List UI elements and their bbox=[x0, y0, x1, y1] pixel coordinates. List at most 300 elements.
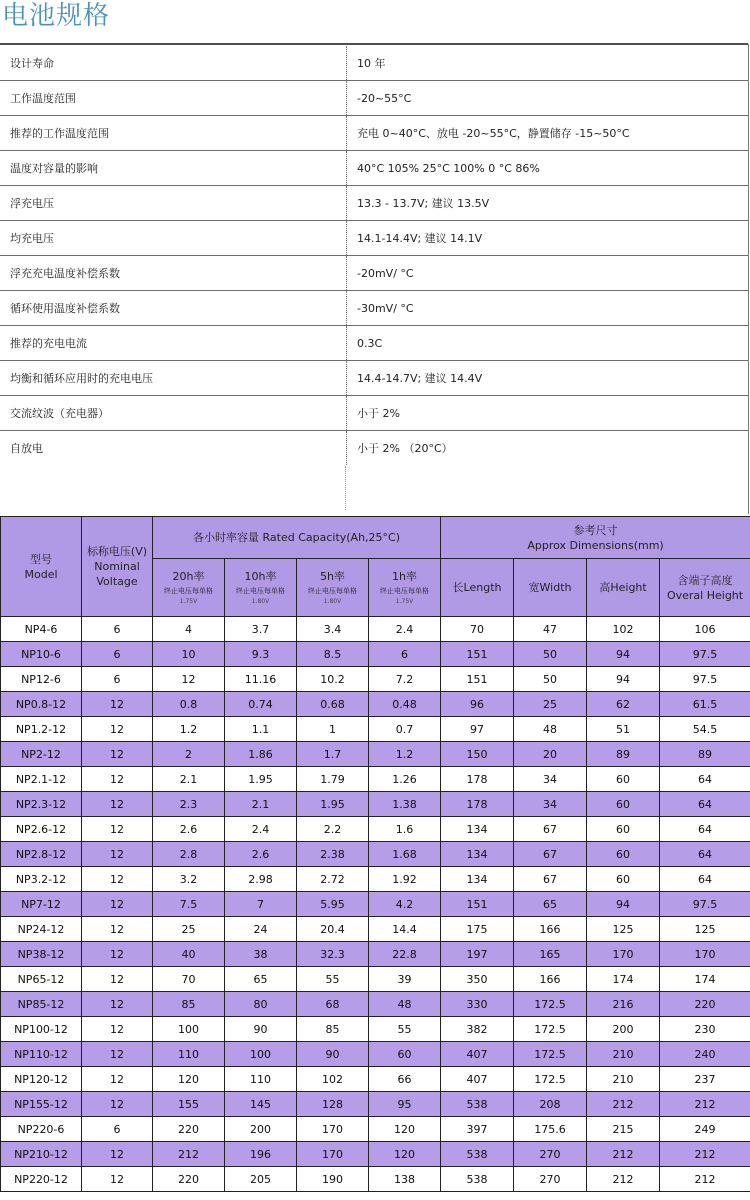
cell-model: NP220-6 bbox=[1, 1117, 82, 1142]
cell-cap-10h: 205 bbox=[225, 1167, 297, 1192]
cell-cap-20h: 85 bbox=[153, 992, 225, 1017]
cell-model: NP2-12 bbox=[1, 742, 82, 767]
cell-cap-20h: 7.5 bbox=[153, 892, 225, 917]
cell-height: 60 bbox=[587, 867, 660, 892]
cell-length: 407 bbox=[441, 1042, 514, 1067]
header-rate-5h: 5h率 终止电压每单格 1.80V bbox=[297, 559, 369, 617]
cell-cap-1h: 120 bbox=[369, 1117, 441, 1142]
header-overall-height: 含端子高度 Overal Height bbox=[660, 559, 750, 617]
cell-height: 102 bbox=[587, 617, 660, 642]
cell-model: NP2.8-12 bbox=[1, 842, 82, 867]
cell-cap-1h: 48 bbox=[369, 992, 441, 1017]
cell-width: 34 bbox=[514, 792, 587, 817]
spec-label: 循环使用温度补偿系数 bbox=[0, 291, 347, 326]
spec-row bbox=[0, 431, 748, 466]
spec-value: 0.3C bbox=[347, 326, 749, 361]
cell-cap-1h: 22.8 bbox=[369, 942, 441, 967]
cell-height: 60 bbox=[587, 842, 660, 867]
cell-model: NP4-6 bbox=[1, 617, 82, 642]
cell-voltage: 12 bbox=[82, 817, 153, 842]
cell-width: 50 bbox=[514, 667, 587, 692]
cell-width: 67 bbox=[514, 867, 587, 892]
cell-length: 97 bbox=[441, 717, 514, 742]
cell-overall-height: 64 bbox=[660, 842, 750, 867]
spec-column-divider bbox=[345, 466, 347, 510]
cell-voltage: 12 bbox=[82, 1067, 153, 1092]
cell-length: 151 bbox=[441, 892, 514, 917]
cell-cap-10h: 2.1 bbox=[225, 792, 297, 817]
table-row bbox=[1, 767, 750, 792]
cell-cap-5h: 3.4 bbox=[297, 617, 369, 642]
cell-model: NP120-12 bbox=[1, 1067, 82, 1092]
table-row bbox=[1, 1017, 750, 1042]
spec-row bbox=[0, 396, 748, 431]
cell-height: 51 bbox=[587, 717, 660, 742]
cell-model: NP1.2-12 bbox=[1, 717, 82, 742]
cell-length: 382 bbox=[441, 1017, 514, 1042]
cell-cap-1h: 14.4 bbox=[369, 917, 441, 942]
header-model: 型号 Model bbox=[1, 517, 82, 617]
cell-cap-20h: 12 bbox=[153, 667, 225, 692]
spec-value: 14.4-14.7V; 建议 14.4V bbox=[347, 361, 749, 396]
cell-length: 151 bbox=[441, 642, 514, 667]
spec-row bbox=[0, 151, 748, 186]
cell-cap-5h: 8.5 bbox=[297, 642, 369, 667]
cell-width: 208 bbox=[514, 1092, 587, 1117]
cell-cap-10h: 7 bbox=[225, 892, 297, 917]
cell-width: 34 bbox=[514, 767, 587, 792]
cell-cap-10h: 2.4 bbox=[225, 817, 297, 842]
cell-cap-1h: 120 bbox=[369, 1142, 441, 1167]
cell-overall-height: 106 bbox=[660, 617, 750, 642]
cell-overall-height: 97.5 bbox=[660, 892, 750, 917]
spec-row bbox=[0, 291, 748, 326]
cell-cap-1h: 2.4 bbox=[369, 617, 441, 642]
cell-model: NP2.3-12 bbox=[1, 792, 82, 817]
cell-cap-20h: 10 bbox=[153, 642, 225, 667]
cell-cap-10h: 100 bbox=[225, 1042, 297, 1067]
spec-label: 浮充电压 bbox=[0, 186, 347, 221]
table-row bbox=[1, 842, 750, 867]
spec-right-border bbox=[748, 44, 749, 514]
cell-voltage: 12 bbox=[82, 1167, 153, 1192]
table-row bbox=[1, 692, 750, 717]
cell-cap-5h: 20.4 bbox=[297, 917, 369, 942]
cell-voltage: 12 bbox=[82, 917, 153, 942]
cell-voltage: 12 bbox=[82, 767, 153, 792]
cell-cap-20h: 1.2 bbox=[153, 717, 225, 742]
cell-cap-20h: 120 bbox=[153, 1067, 225, 1092]
cell-overall-height: 174 bbox=[660, 967, 750, 992]
cell-model: NP12-6 bbox=[1, 667, 82, 692]
cell-voltage: 12 bbox=[82, 842, 153, 867]
spec-label: 工作温度范围 bbox=[0, 81, 347, 116]
cell-cap-20h: 2.3 bbox=[153, 792, 225, 817]
cell-height: 60 bbox=[587, 792, 660, 817]
header-rated-capacity: 各小时率容量 Rated Capacity(Ah,25°C) bbox=[153, 517, 441, 559]
cell-height: 60 bbox=[587, 817, 660, 842]
cell-height: 89 bbox=[587, 742, 660, 767]
cell-cap-20h: 220 bbox=[153, 1167, 225, 1192]
spec-row bbox=[0, 221, 748, 256]
spec-row bbox=[0, 116, 748, 151]
cell-overall-height: 64 bbox=[660, 817, 750, 842]
table-row bbox=[1, 717, 750, 742]
table-row bbox=[1, 617, 750, 642]
spec-row bbox=[0, 326, 748, 361]
cell-cap-5h: 10.2 bbox=[297, 667, 369, 692]
table-row bbox=[1, 1117, 750, 1142]
table-row bbox=[1, 792, 750, 817]
spec-value: -30mV/ °C bbox=[347, 291, 749, 326]
cell-width: 172.5 bbox=[514, 1017, 587, 1042]
cell-height: 94 bbox=[587, 667, 660, 692]
spec-row bbox=[0, 186, 748, 221]
cell-cap-10h: 90 bbox=[225, 1017, 297, 1042]
spec-label: 自放电 bbox=[0, 431, 347, 466]
cell-overall-height: 64 bbox=[660, 867, 750, 892]
cell-width: 67 bbox=[514, 817, 587, 842]
cell-model: NP0.8-12 bbox=[1, 692, 82, 717]
cell-voltage: 6 bbox=[82, 617, 153, 642]
cell-cap-20h: 212 bbox=[153, 1142, 225, 1167]
spec-row bbox=[0, 81, 748, 116]
cell-length: 151 bbox=[441, 667, 514, 692]
cell-cap-1h: 60 bbox=[369, 1042, 441, 1067]
header-rate-10h: 10h率 终止电压每单格 1.80V bbox=[225, 559, 297, 617]
cell-length: 134 bbox=[441, 817, 514, 842]
spec-value: 13.3 - 13.7V; 建议 13.5V bbox=[347, 186, 749, 221]
spec-label: 浮充充电温度补偿系数 bbox=[0, 256, 347, 291]
cell-height: 174 bbox=[587, 967, 660, 992]
cell-width: 20 bbox=[514, 742, 587, 767]
cell-cap-5h: 32.3 bbox=[297, 942, 369, 967]
cell-overall-height: 249 bbox=[660, 1117, 750, 1142]
cell-cap-5h: 102 bbox=[297, 1067, 369, 1092]
cell-model: NP220-12 bbox=[1, 1167, 82, 1192]
cell-cap-10h: 3.7 bbox=[225, 617, 297, 642]
title-divider bbox=[0, 43, 748, 45]
cell-height: 94 bbox=[587, 892, 660, 917]
cell-model: NP24-12 bbox=[1, 917, 82, 942]
cell-height: 212 bbox=[587, 1092, 660, 1117]
cell-model: NP85-12 bbox=[1, 992, 82, 1017]
cell-model: NP210-12 bbox=[1, 1142, 82, 1167]
cell-width: 47 bbox=[514, 617, 587, 642]
cell-cap-5h: 1.79 bbox=[297, 767, 369, 792]
table-row bbox=[1, 892, 750, 917]
table-row bbox=[1, 1092, 750, 1117]
cell-cap-5h: 68 bbox=[297, 992, 369, 1017]
cell-width: 166 bbox=[514, 967, 587, 992]
cell-cap-10h: 1.95 bbox=[225, 767, 297, 792]
cell-overall-height: 64 bbox=[660, 767, 750, 792]
table-row bbox=[1, 942, 750, 967]
cell-cap-10h: 2.6 bbox=[225, 842, 297, 867]
cell-width: 175.6 bbox=[514, 1117, 587, 1142]
cell-height: 212 bbox=[587, 1167, 660, 1192]
cell-length: 538 bbox=[441, 1142, 514, 1167]
spec-value: 小于 2% （20°C） bbox=[357, 442, 453, 455]
cell-cap-20h: 3.2 bbox=[153, 867, 225, 892]
cell-cap-1h: 1.92 bbox=[369, 867, 441, 892]
spec-label: 交流纹波（充电器） bbox=[0, 396, 347, 431]
cell-overall-height: 97.5 bbox=[660, 667, 750, 692]
model-table bbox=[0, 516, 750, 1192]
cell-voltage: 12 bbox=[82, 967, 153, 992]
cell-cap-1h: 1.6 bbox=[369, 817, 441, 842]
spec-value: 充电 0~40°C、放电 -20~55°C，静置储存 -15~50°C bbox=[347, 116, 749, 151]
cell-overall-height: 230 bbox=[660, 1017, 750, 1042]
cell-height: 62 bbox=[587, 692, 660, 717]
cell-overall-height: 170 bbox=[660, 942, 750, 967]
cell-width: 65 bbox=[514, 892, 587, 917]
spec-label: 均衡和循环应用时的充电电压 bbox=[0, 361, 347, 396]
cell-length: 407 bbox=[441, 1067, 514, 1092]
cell-cap-5h: 85 bbox=[297, 1017, 369, 1042]
cell-cap-1h: 1.68 bbox=[369, 842, 441, 867]
cell-model: NP10-6 bbox=[1, 642, 82, 667]
cell-cap-1h: 1.26 bbox=[369, 767, 441, 792]
cell-height: 216 bbox=[587, 992, 660, 1017]
cell-overall-height: 54.5 bbox=[660, 717, 750, 742]
cell-cap-5h: 1.7 bbox=[297, 742, 369, 767]
cell-cap-1h: 1.38 bbox=[369, 792, 441, 817]
cell-height: 60 bbox=[587, 767, 660, 792]
cell-height: 215 bbox=[587, 1117, 660, 1142]
header-length: 长Length bbox=[441, 559, 514, 617]
cell-cap-20h: 2.1 bbox=[153, 767, 225, 792]
cell-length: 150 bbox=[441, 742, 514, 767]
spec-value: 40°C 105% 25°C 100% 0 °C 86% bbox=[347, 151, 749, 186]
header-dimensions: 参考尺寸 Approx Dimensions(mm) bbox=[441, 517, 750, 559]
cell-cap-1h: 6 bbox=[369, 642, 441, 667]
cell-width: 25 bbox=[514, 692, 587, 717]
cell-voltage: 12 bbox=[82, 1092, 153, 1117]
cell-cap-1h: 1.2 bbox=[369, 742, 441, 767]
cell-length: 330 bbox=[441, 992, 514, 1017]
cell-voltage: 12 bbox=[82, 892, 153, 917]
cell-width: 270 bbox=[514, 1142, 587, 1167]
cell-cap-1h: 55 bbox=[369, 1017, 441, 1042]
cell-cap-1h: 66 bbox=[369, 1067, 441, 1092]
cell-cap-5h: 128 bbox=[297, 1092, 369, 1117]
cell-length: 134 bbox=[441, 842, 514, 867]
cell-cap-20h: 2.8 bbox=[153, 842, 225, 867]
cell-length: 70 bbox=[441, 617, 514, 642]
table-row bbox=[1, 1142, 750, 1167]
cell-model: NP2.1-12 bbox=[1, 767, 82, 792]
cell-cap-10h: 196 bbox=[225, 1142, 297, 1167]
cell-voltage: 12 bbox=[82, 1017, 153, 1042]
spec-table bbox=[0, 46, 748, 465]
cell-width: 48 bbox=[514, 717, 587, 742]
table-row bbox=[1, 917, 750, 942]
cell-voltage: 12 bbox=[82, 867, 153, 892]
cell-cap-20h: 2 bbox=[153, 742, 225, 767]
cell-height: 210 bbox=[587, 1067, 660, 1092]
cell-cap-10h: 24 bbox=[225, 917, 297, 942]
table-row bbox=[1, 1167, 750, 1192]
spec-row bbox=[0, 256, 748, 291]
cell-model: NP65-12 bbox=[1, 967, 82, 992]
cell-cap-5h: 90 bbox=[297, 1042, 369, 1067]
table-row bbox=[1, 1042, 750, 1067]
cell-model: NP7-12 bbox=[1, 892, 82, 917]
cell-cap-5h: 170 bbox=[297, 1117, 369, 1142]
cell-voltage: 12 bbox=[82, 1142, 153, 1167]
cell-cap-10h: 65 bbox=[225, 967, 297, 992]
spec-value: 10 年 bbox=[347, 46, 749, 81]
cell-voltage: 12 bbox=[82, 1042, 153, 1067]
cell-height: 210 bbox=[587, 1042, 660, 1067]
cell-cap-10h: 9.3 bbox=[225, 642, 297, 667]
cell-height: 94 bbox=[587, 642, 660, 667]
cell-cap-10h: 38 bbox=[225, 942, 297, 967]
cell-overall-height: 220 bbox=[660, 992, 750, 1017]
table-row bbox=[1, 642, 750, 667]
spec-value: 小于 2% bbox=[347, 396, 749, 431]
cell-voltage: 12 bbox=[82, 692, 153, 717]
spec-row bbox=[0, 46, 748, 81]
cell-overall-height: 125 bbox=[660, 917, 750, 942]
cell-voltage: 12 bbox=[82, 942, 153, 967]
table-row bbox=[1, 1067, 750, 1092]
header-height: 高Height bbox=[587, 559, 660, 617]
cell-height: 125 bbox=[587, 917, 660, 942]
cell-length: 350 bbox=[441, 967, 514, 992]
cell-model: NP110-12 bbox=[1, 1042, 82, 1067]
spec-value: -20mV/ °C bbox=[347, 256, 749, 291]
cell-cap-10h: 2.98 bbox=[225, 867, 297, 892]
cell-overall-height: 212 bbox=[660, 1142, 750, 1167]
cell-voltage: 12 bbox=[82, 992, 153, 1017]
cell-cap-1h: 39 bbox=[369, 967, 441, 992]
cell-overall-height: 89 bbox=[660, 742, 750, 767]
cell-width: 165 bbox=[514, 942, 587, 967]
cell-cap-5h: 2.72 bbox=[297, 867, 369, 892]
table-row bbox=[1, 992, 750, 1017]
cell-length: 397 bbox=[441, 1117, 514, 1142]
cell-length: 178 bbox=[441, 792, 514, 817]
cell-length: 134 bbox=[441, 867, 514, 892]
cell-voltage: 6 bbox=[82, 667, 153, 692]
cell-cap-5h: 2.38 bbox=[297, 842, 369, 867]
cell-model: NP155-12 bbox=[1, 1092, 82, 1117]
cell-cap-5h: 1.95 bbox=[297, 792, 369, 817]
cell-overall-height: 64 bbox=[660, 792, 750, 817]
cell-cap-1h: 95 bbox=[369, 1092, 441, 1117]
header-width: 宽Width bbox=[514, 559, 587, 617]
cell-width: 166 bbox=[514, 917, 587, 942]
cell-cap-5h: 5.95 bbox=[297, 892, 369, 917]
cell-cap-20h: 40 bbox=[153, 942, 225, 967]
cell-height: 170 bbox=[587, 942, 660, 967]
cell-cap-10h: 110 bbox=[225, 1067, 297, 1092]
cell-cap-20h: 100 bbox=[153, 1017, 225, 1042]
cell-length: 197 bbox=[441, 942, 514, 967]
cell-cap-1h: 4.2 bbox=[369, 892, 441, 917]
header-voltage: 标称电压(V) Nominal Voltage bbox=[82, 517, 153, 617]
header-rate-1h: 1h率 终止电压每单格 1.75V bbox=[369, 559, 441, 617]
cell-cap-1h: 138 bbox=[369, 1167, 441, 1192]
table-row bbox=[1, 817, 750, 842]
cell-length: 175 bbox=[441, 917, 514, 942]
cell-cap-5h: 2.2 bbox=[297, 817, 369, 842]
cell-cap-10h: 145 bbox=[225, 1092, 297, 1117]
table-row bbox=[1, 742, 750, 767]
page-title: 电池规格 bbox=[2, 1, 111, 31]
spec-row bbox=[0, 361, 748, 396]
cell-cap-1h: 0.48 bbox=[369, 692, 441, 717]
cell-cap-10h: 1.86 bbox=[225, 742, 297, 767]
cell-cap-5h: 55 bbox=[297, 967, 369, 992]
cell-overall-height: 97.5 bbox=[660, 642, 750, 667]
cell-cap-5h: 170 bbox=[297, 1142, 369, 1167]
cell-length: 96 bbox=[441, 692, 514, 717]
cell-overall-height: 240 bbox=[660, 1042, 750, 1067]
cell-length: 538 bbox=[441, 1092, 514, 1117]
cell-cap-20h: 110 bbox=[153, 1042, 225, 1067]
spec-label: 均充电压 bbox=[0, 221, 347, 256]
cell-width: 270 bbox=[514, 1167, 587, 1192]
cell-cap-20h: 25 bbox=[153, 917, 225, 942]
header-rate-20h: 20h率 终止电压每单格 1.75V bbox=[153, 559, 225, 617]
cell-cap-1h: 0.7 bbox=[369, 717, 441, 742]
cell-cap-20h: 70 bbox=[153, 967, 225, 992]
cell-voltage: 12 bbox=[82, 717, 153, 742]
cell-cap-10h: 1.1 bbox=[225, 717, 297, 742]
cell-overall-height: 61.5 bbox=[660, 692, 750, 717]
cell-overall-height: 237 bbox=[660, 1067, 750, 1092]
cell-model: NP100-12 bbox=[1, 1017, 82, 1042]
cell-width: 67 bbox=[514, 842, 587, 867]
cell-cap-10h: 200 bbox=[225, 1117, 297, 1142]
spec-label: 推荐的工作温度范围 bbox=[0, 116, 347, 151]
cell-cap-20h: 220 bbox=[153, 1117, 225, 1142]
cell-cap-10h: 11.16 bbox=[225, 667, 297, 692]
spec-label: 温度对容量的影响 bbox=[0, 151, 347, 186]
table-row bbox=[1, 967, 750, 992]
cell-cap-5h: 1 bbox=[297, 717, 369, 742]
cell-width: 172.5 bbox=[514, 1067, 587, 1092]
cell-cap-10h: 0.74 bbox=[225, 692, 297, 717]
cell-cap-5h: 190 bbox=[297, 1167, 369, 1192]
cell-cap-20h: 0.8 bbox=[153, 692, 225, 717]
spec-value: -20~55°C bbox=[347, 81, 749, 116]
cell-model: NP2.6-12 bbox=[1, 817, 82, 842]
table-row bbox=[1, 667, 750, 692]
cell-length: 178 bbox=[441, 767, 514, 792]
cell-cap-5h: 0.68 bbox=[297, 692, 369, 717]
cell-height: 200 bbox=[587, 1017, 660, 1042]
cell-cap-20h: 155 bbox=[153, 1092, 225, 1117]
cell-voltage: 12 bbox=[82, 742, 153, 767]
cell-voltage: 12 bbox=[82, 792, 153, 817]
spec-label: 推荐的充电电流 bbox=[0, 326, 347, 361]
spec-value: 14.1-14.4V; 建议 14.1V bbox=[347, 221, 749, 256]
cell-model: NP38-12 bbox=[1, 942, 82, 967]
cell-voltage: 6 bbox=[82, 642, 153, 667]
cell-width: 172.5 bbox=[514, 1042, 587, 1067]
cell-length: 538 bbox=[441, 1167, 514, 1192]
cell-overall-height: 212 bbox=[660, 1167, 750, 1192]
spec-label: 设计寿命 bbox=[0, 46, 347, 81]
cell-overall-height: 212 bbox=[660, 1092, 750, 1117]
cell-width: 50 bbox=[514, 642, 587, 667]
cell-cap-1h: 7.2 bbox=[369, 667, 441, 692]
cell-width: 172.5 bbox=[514, 992, 587, 1017]
